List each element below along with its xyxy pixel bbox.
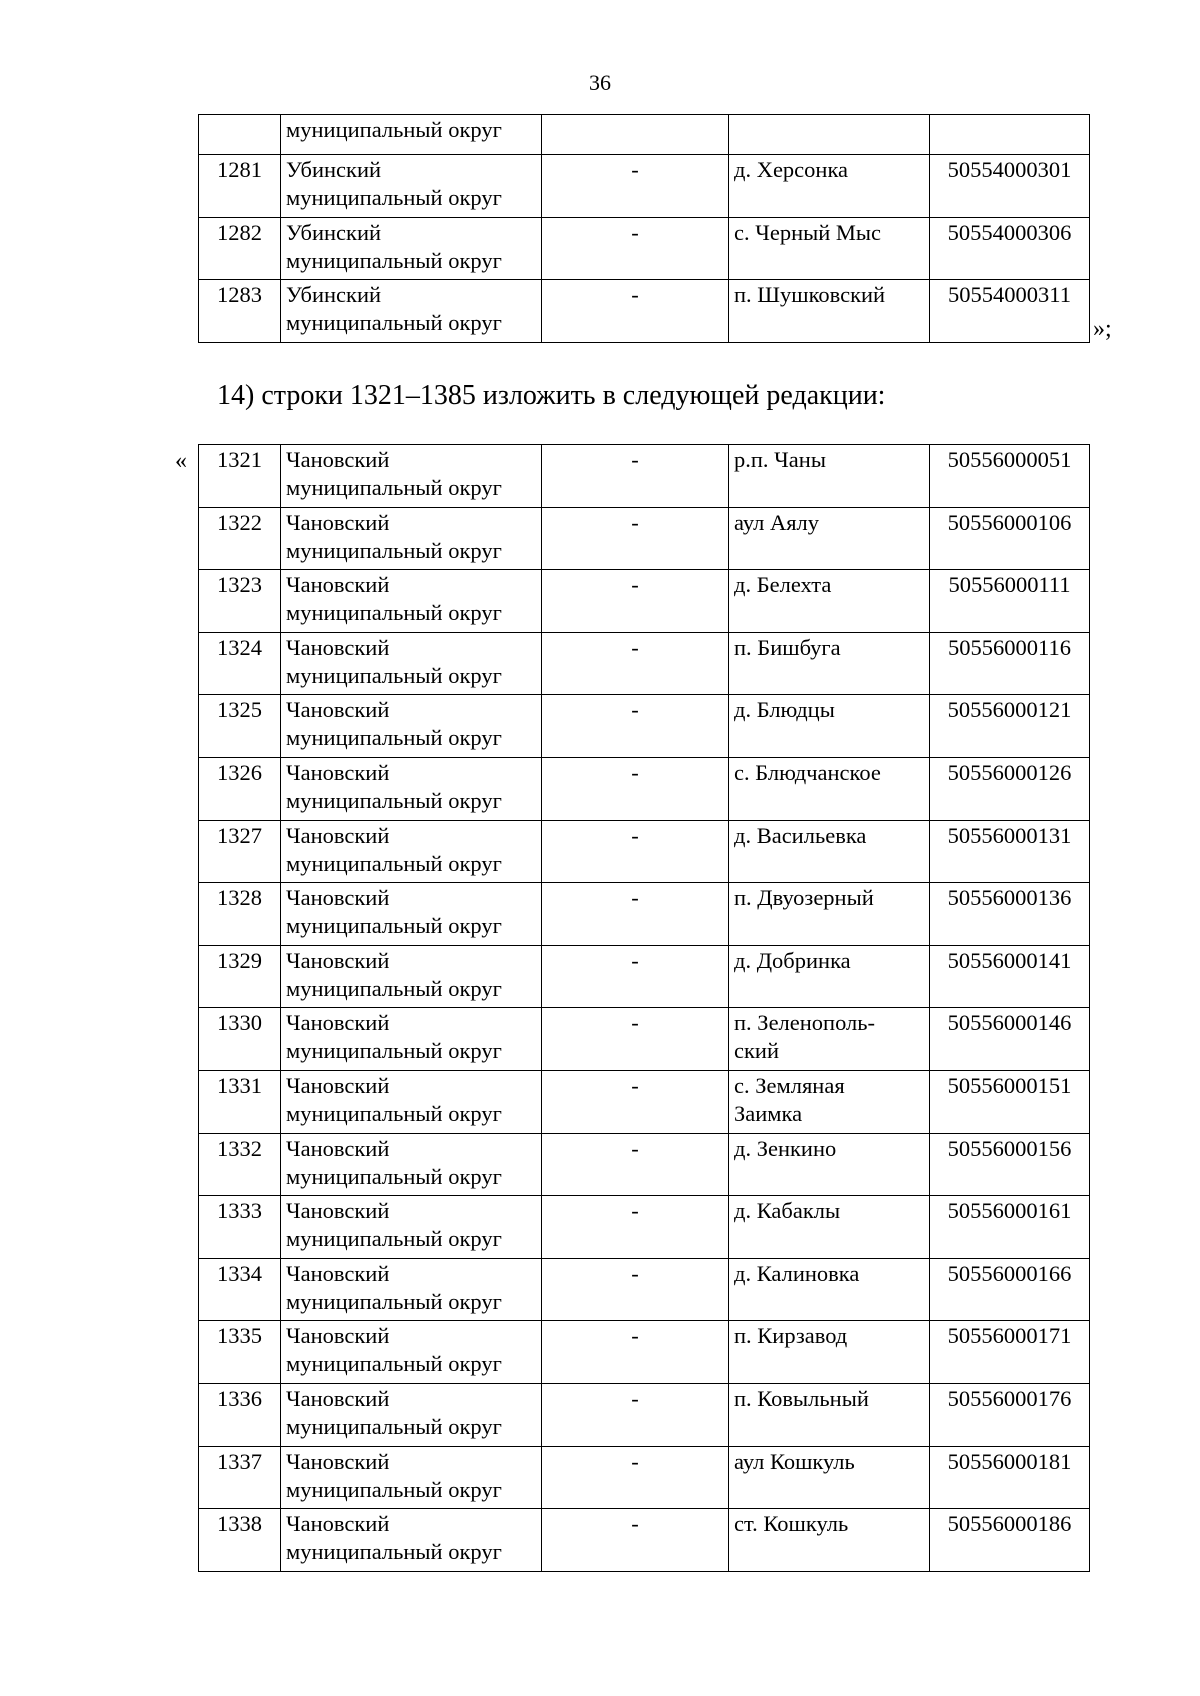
row-number-cell: 1338 [199,1509,281,1572]
district-name: Чановский [286,1260,390,1286]
locality-cell: аул Кошкуль [729,1446,930,1509]
row-number-cell: 1323 [199,570,281,633]
oktmo-code-cell: 50556000176 [930,1383,1090,1446]
district-cell [281,155,542,218]
district-name: Чановский [286,697,390,723]
district-type: муниципальный округ [286,475,502,500]
district-type: муниципальный округ [286,850,502,876]
settlement-type-cell: - [542,820,729,883]
district-type: муниципальный округ [286,1100,502,1126]
settlements-table-continued [198,114,1090,343]
settlement-type-cell: - [542,217,729,280]
settlement-type-cell: - [542,1070,729,1133]
row-number-cell: 1283 [199,280,281,343]
district-name: Чановский [286,1448,390,1474]
locality-cell: п. Бишбуга [729,632,930,695]
district-cell [281,945,542,1008]
table-row [199,115,1090,155]
locality-cell: д. Блюдцы [729,695,930,758]
settlement-type-cell: - [542,155,729,218]
district-name: Чановский [286,1135,390,1161]
row-number-cell: 1330 [199,1008,281,1071]
oktmo-code-cell: 50556000111 [930,570,1090,633]
table-row [199,445,1090,508]
district-name: Чановский [286,885,390,911]
district-cell [281,757,542,820]
oktmo-code-cell: 50556000171 [930,1321,1090,1384]
locality-cell: п. Двуозерный [729,883,930,946]
locality-cell: п. Зеленополь- ский [729,1008,930,1071]
row-number-cell: 1282 [199,217,281,280]
row-number-cell [199,115,281,155]
district-name: Чановский [286,1385,390,1411]
district-type: муниципальный округ [286,1038,502,1064]
district-cell [281,217,542,280]
table-row [199,1383,1090,1446]
district-cell [281,1133,542,1196]
locality-cell: п. Ковыльный [729,1383,930,1446]
district-cell [281,570,542,633]
oktmo-code-cell: 50556000116 [930,632,1090,695]
district-name: Чановский [286,509,390,535]
table-row [199,695,1090,758]
row-number-cell: 1324 [199,632,281,695]
district-cell [281,695,542,758]
district-cell [281,1321,542,1384]
settlement-type-cell: - [542,632,729,695]
locality-cell: п. Шушковский [729,280,930,343]
row-number-cell: 1322 [199,507,281,570]
row-number-cell: 1329 [199,945,281,1008]
locality-cell: д. Добринка [729,945,930,1008]
table-row [199,1196,1090,1259]
district-type: муниципальный округ [286,185,502,210]
oktmo-code-cell: 50556000131 [930,820,1090,883]
district-type: муниципальный округ [286,537,502,563]
district-name: Убинский [286,282,382,308]
district-type: муниципальный округ [286,1539,502,1565]
settlement-type-cell: - [542,695,729,758]
district-cell: муниципальный округ [281,115,542,155]
oktmo-code-cell: 50556000151 [930,1070,1090,1133]
district-type: муниципальный округ [286,662,502,688]
table-row [199,280,1090,343]
settlement-type-cell: - [542,1196,729,1259]
district-name: Чановский [286,1010,390,1036]
oktmo-code-cell: 50554000301 [930,155,1090,218]
settlement-type-cell: - [542,570,729,633]
oktmo-code-cell: 50556000166 [930,1258,1090,1321]
district-type: муниципальный округ [286,787,502,813]
row-number-cell: 1328 [199,883,281,946]
row-number-cell: 1325 [199,695,281,758]
amendment-paragraph: 14) строки 1321–1385 изложить в следующей редакции: [217,380,886,411]
district-cell [281,1196,542,1259]
table-row [199,820,1090,883]
row-number-cell: 1321 [199,445,281,508]
locality-cell: д. Херсонка [729,155,930,218]
district-type: муниципальный округ [286,310,502,336]
oktmo-code-cell: 50556000106 [930,507,1090,570]
district-type: муниципальный округ [286,1226,502,1252]
table-row [199,1133,1090,1196]
table-row [199,1070,1090,1133]
district-cell [281,1509,542,1572]
district-name: Чановский [286,1198,390,1224]
district-type: муниципальный округ [286,725,502,751]
row-number-cell: 1336 [199,1383,281,1446]
district-name: Чановский [286,1072,390,1098]
row-number-cell: 1327 [199,820,281,883]
settlement-type-cell: - [542,1008,729,1071]
settlement-type-cell: - [542,757,729,820]
district-cell [281,1446,542,1509]
locality-cell: с. Блюдчанское [729,757,930,820]
settlement-type-cell [542,115,729,155]
oktmo-code-cell: 50556000181 [930,1446,1090,1509]
locality-cell: д. Зенкино [729,1133,930,1196]
settlement-type-cell: - [542,883,729,946]
district-type: муниципальный округ [286,600,502,626]
table-row [199,217,1090,280]
district-cell [281,507,542,570]
locality-cell: д. Васильевка [729,820,930,883]
table-row [199,155,1090,218]
district-type: муниципальный округ [286,1163,502,1189]
row-number-cell: 1281 [199,155,281,218]
district-name: Чановский [286,1511,390,1537]
locality-cell: с. Черный Мыс [729,217,930,280]
table-row [199,1321,1090,1384]
settlement-type-cell: - [542,445,729,508]
table-row [199,507,1090,570]
settlement-type-cell: - [542,945,729,1008]
district-type: муниципальный округ [286,1351,502,1377]
settlement-type-cell: - [542,1133,729,1196]
oktmo-code-cell: 50556000121 [930,695,1090,758]
locality-cell: д. Белехта [729,570,930,633]
district-type: муниципальный округ [286,975,502,1001]
table-row [199,1258,1090,1321]
district-type: муниципальный округ [286,913,502,939]
oktmo-code-cell: 50556000146 [930,1008,1090,1071]
locality-cell [729,115,930,155]
oktmo-code-cell: 50556000156 [930,1133,1090,1196]
table-row [199,632,1090,695]
district-cell [281,632,542,695]
settlement-type-cell: - [542,1509,729,1572]
district-type: муниципальный округ [286,1413,502,1439]
district-type: муниципальный округ [286,1288,502,1314]
locality-cell: п. Кирзавод [729,1321,930,1384]
district-name: Чановский [286,634,390,660]
table-row [199,1509,1090,1572]
settlement-type-cell: - [542,507,729,570]
row-number-cell: 1331 [199,1070,281,1133]
district-name: Чановский [286,572,390,598]
table-row [199,1446,1090,1509]
district-name: Чановский [286,822,390,848]
locality-cell: ст. Кошкуль [729,1509,930,1572]
row-number-cell: 1333 [199,1196,281,1259]
district-cell [281,883,542,946]
district-cell [281,820,542,883]
oktmo-code-cell: 50556000136 [930,883,1090,946]
settlements-table [198,444,1090,1572]
table-row [199,570,1090,633]
table-row [199,945,1090,1008]
page-number: 36 [589,70,611,95]
table-row [199,1008,1090,1071]
district-cell [281,1008,542,1071]
settlement-type-cell: - [542,1258,729,1321]
locality-cell: д. Кабаклы [729,1196,930,1259]
district-name: Чановский [286,1323,390,1349]
district-name: Чановский [286,759,390,785]
locality-cell: д. Калиновка [729,1258,930,1321]
district-cell [281,445,542,508]
district-name: Убинский [286,157,382,182]
settlement-type-cell: - [542,1446,729,1509]
row-number-cell: 1335 [199,1321,281,1384]
district-cell [281,1070,542,1133]
locality-cell: аул Аялу [729,507,930,570]
district-type: муниципальный округ [286,1476,502,1502]
district-type: муниципальный округ [286,247,502,273]
opening-quote: « [175,448,187,474]
locality-cell: с. Земляная Заимка [729,1070,930,1133]
settlement-type-cell: - [542,280,729,343]
district-name: Чановский [286,947,390,973]
settlement-type-cell: - [542,1383,729,1446]
oktmo-code-cell: 50554000311 [930,280,1090,343]
district-cell [281,1383,542,1446]
district-name: Чановский [286,447,390,472]
row-number-cell: 1337 [199,1446,281,1509]
locality-cell: р.п. Чаны [729,445,930,508]
district-name: Убинский [286,219,382,245]
district-cell [281,280,542,343]
oktmo-code-cell: 50556000126 [930,757,1090,820]
oktmo-code-cell: 50556000141 [930,945,1090,1008]
oktmo-code-cell: 50556000186 [930,1509,1090,1572]
oktmo-code-cell: 50556000051 [930,445,1090,508]
row-number-cell: 1326 [199,757,281,820]
oktmo-code-cell [930,115,1090,155]
table-row [199,757,1090,820]
row-number-cell: 1334 [199,1258,281,1321]
table-row [199,883,1090,946]
settlement-type-cell: - [542,1321,729,1384]
oktmo-code-cell: 50556000161 [930,1196,1090,1259]
row-number-cell: 1332 [199,1133,281,1196]
district-cell [281,1258,542,1321]
oktmo-code-cell: 50554000306 [930,217,1090,280]
closing-quote: »; [1093,316,1112,342]
